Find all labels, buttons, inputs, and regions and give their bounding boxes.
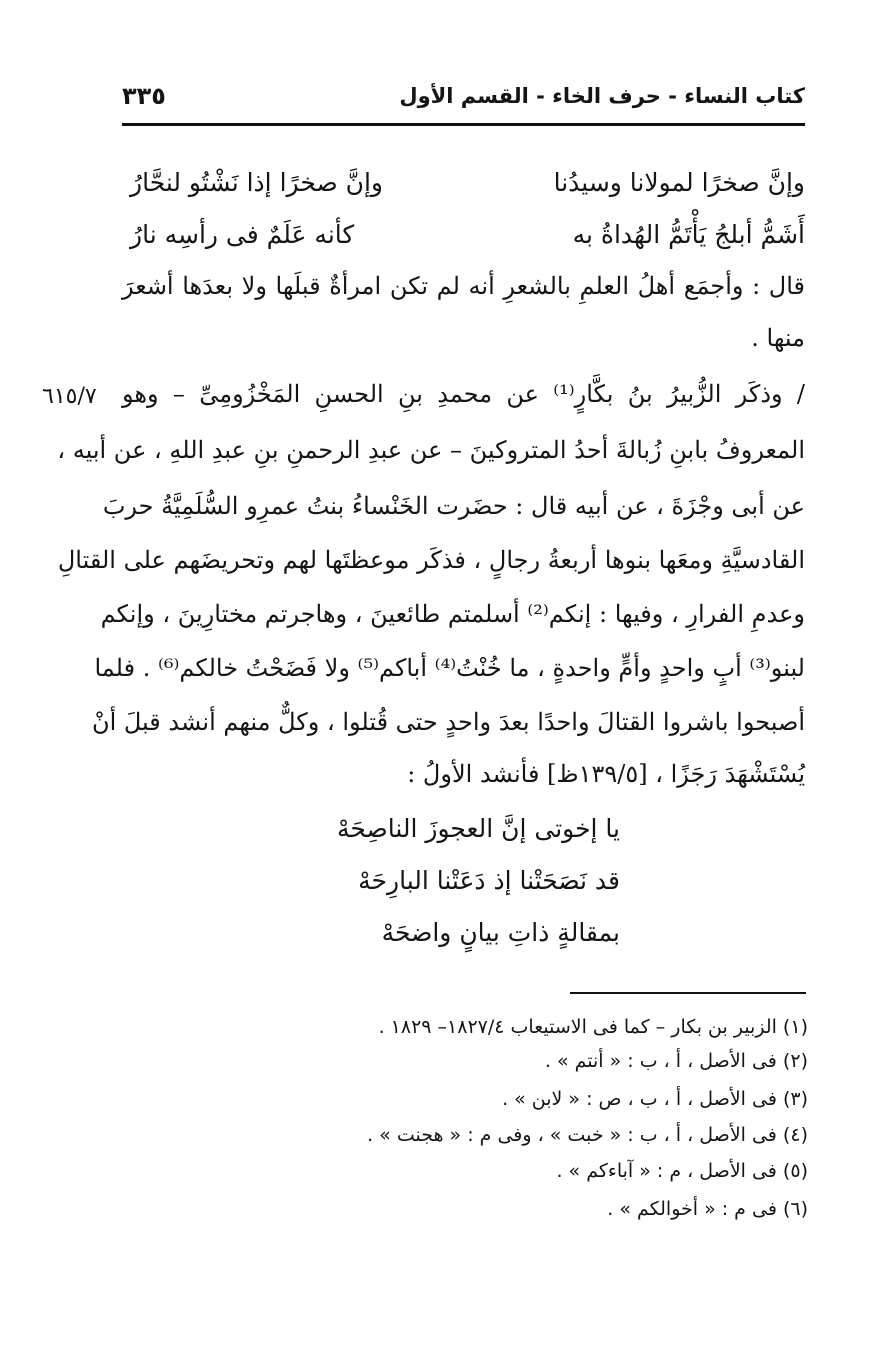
page-number: ٣٣٥ bbox=[122, 82, 166, 110]
running-title: كتاب النساء - حرف الخاء - القسم الأول bbox=[399, 84, 805, 108]
footnote: (٣) فى الأصل ، أ ، ب ، ص : « لابن » . bbox=[502, 1088, 808, 1110]
verse-second-hemistich: كأنه عَلَمٌ فى رأسِه نارُ bbox=[130, 220, 355, 249]
body-line: عن أبى وجْزَةَ ، عن أبيه قال : حضَرت الخَنْساءُ بنتُ عمرِو السُّلَمِيَّةُ حربَ bbox=[102, 492, 805, 520]
footnote-rule bbox=[570, 992, 806, 994]
footnote: (٦) فى م : « أخوالكم » . bbox=[607, 1198, 808, 1220]
rajaz-verse: قد نَصَحَتْنا إذ دَعَتْنا البارِحَهْ bbox=[358, 866, 620, 895]
footnote: (١) الزبير بن بكار – كما فى الاستيعاب ١٨٢٧/٤– ١٨٢٩ . bbox=[378, 1016, 808, 1038]
verse-second-hemistich: وإنَّ صخرًا إذا نَشْتُو لنحَّارُ bbox=[130, 168, 384, 197]
body-line: قال : وأجمَع أهلُ العلمِ بالشعرِ أنه لم تكن امرأةٌ قبلَها ولا بعدَها أشعرَ bbox=[122, 272, 805, 300]
body-line: يُسْتَشْهَدَ رَجَزًا ، [١٣٩/٥ظ] فأنشد الأولُ : bbox=[407, 760, 805, 788]
verse-line bbox=[130, 168, 805, 197]
body-line: منها . bbox=[751, 324, 805, 352]
margin-reference: ٦١٥/٧ bbox=[42, 384, 97, 409]
rajaz-verse: يا إخوتى إنَّ العجوزَ الناصِحَهْ bbox=[336, 814, 620, 843]
body-line: وعدمِ الفرارِ ، وفيها : إنكم⁽²⁾ أسلمتم طائعينَ ، وهاجرتم مختارِينَ ، وإنكم bbox=[100, 600, 805, 628]
footnote: (٥) فى الأصل ، م : « آباءكم » . bbox=[556, 1160, 808, 1182]
page-header bbox=[122, 80, 805, 118]
footnote: (٤) فى الأصل ، أ ، ب : « خبت » ، وفى م : « هجنت » . bbox=[367, 1124, 808, 1146]
body-line: المعروفُ بابنِ زُبالةَ أحدُ المتروكينَ – عن عبدِ الرحمنِ بنِ عبدِ اللهِ ، عن أبيه ، bbox=[57, 436, 805, 464]
verse-first-hemistich: أَشَمُّ أبلجُ يَأْتَمُّ الهُداةُ به bbox=[572, 220, 805, 249]
verse-line bbox=[130, 220, 805, 249]
rajaz-verse: بمقالةٍ ذاتِ بيانٍ واضحَهْ bbox=[381, 918, 620, 947]
verse-first-hemistich: وإنَّ صخرًا لمولانا وسيدُنا bbox=[553, 168, 805, 197]
body-line: / وذكَر الزُّبيرُ بنُ بكَّارٍ⁽¹⁾ عن محمدِ بنِ الحسنِ المَخْزُومِىِّ – وهو bbox=[122, 380, 805, 408]
header-rule bbox=[122, 123, 805, 126]
body-line: القادسيَّةِ ومعَها بنوها أربعةُ رجالٍ ، فذكَر موعظتَها لهم وتحريضَهم على القتالِ bbox=[57, 546, 805, 574]
body-line: أصبحوا باشروا القتالَ واحدًا بعدَ واحدٍ حتى قُتلوا ، وكلٌّ منهم أنشد قبلَ أنْ bbox=[91, 708, 805, 736]
footnote: (٢) فى الأصل ، أ ، ب : « أنتم » . bbox=[544, 1050, 808, 1072]
body-line: لبنو⁽³⁾ أبٍ واحدٍ وأمٍّ واحدةٍ ، ما خُنْتُ⁽⁴⁾ أباكم⁽⁵⁾ ولا فَضَحْتُ خالكم⁽⁶⁾ . فلما bbox=[94, 654, 805, 682]
